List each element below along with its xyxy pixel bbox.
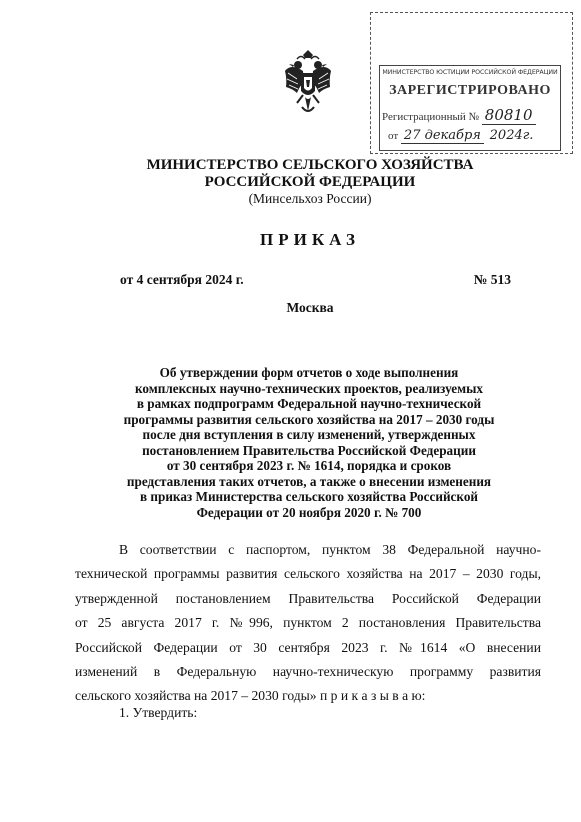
- body-paragraph: [75, 538, 541, 709]
- ministry-name-line2: РОССИЙСКОЙ ФЕДЕРАЦИИ: [204, 174, 416, 190]
- title-line: постановлением Правительства Российской Федерации: [142, 442, 476, 458]
- document-type-title: ПРИКАЗ: [260, 230, 360, 249]
- stamp-inner-frame: [379, 65, 561, 151]
- title-line: представления таких отчетов, а также о внесении изменения: [126, 473, 492, 489]
- city-name: Москва: [286, 300, 334, 315]
- registration-stamp: [370, 12, 573, 154]
- stamp-number-row: [382, 106, 536, 124]
- title-line: от 30 сентября 2023 г. № 1614, порядка и сроков: [166, 458, 452, 473]
- stamp-registered-label: ЗАРЕГИСТРИРОВАНО: [389, 83, 551, 98]
- stamp-organization: МИНИСТЕРСТВО ЮСТИЦИИ РОССИЙСКОЙ ФЕДЕРАЦИИ: [382, 69, 558, 76]
- coat-of-arms-emblem: [283, 49, 333, 119]
- body-line: изменений в Федеральную научно-техническую программу развития: [75, 664, 541, 680]
- stamp-date-label: от: [388, 130, 399, 142]
- stamp-reg-number: 80810: [482, 106, 536, 125]
- stamp-reg-label: Регистрационный №: [382, 111, 480, 123]
- title-line: Федерации от 20 ноября 2020 г. № 700: [196, 504, 422, 520]
- ministry-name-line1: МИНИСТЕРСТВО СЕЛЬСКОГО ХОЗЯЙСТВА: [146, 157, 474, 173]
- title-line: в рамках подпрограмм Федеральной научно-технической: [136, 396, 482, 411]
- body-line: технической программы развития сельского хозяйства на 2017 – 2030 годы,: [75, 566, 541, 582]
- stamp-date-row: [388, 128, 536, 143]
- body-line: Российской Федерации от 30 сентября 2023 г. №1614 «О внесении: [75, 639, 541, 655]
- stamp-year-handwritten: 2024г.: [489, 128, 534, 143]
- order-title: [118, 365, 500, 520]
- body-line: сельского хозяйства на 2017 – 2030 годы» п р и к а з ы в а ю:: [75, 688, 426, 704]
- stamp-date-handwritten: 27 декабря: [401, 128, 484, 144]
- title-line: Об утверждении форм отчетов о ходе выполнения: [159, 365, 459, 380]
- title-line: программы развития сельского хозяйства на 2017 – 2030 годы: [123, 411, 495, 427]
- ministry-short-name: (Минсельхоз России): [248, 191, 372, 206]
- body-line: от 25 августа 2017 г. №996, пунктом 2 постановления Правительства: [75, 615, 541, 631]
- title-line: после дня вступления в силу изменений, утвержденных: [142, 427, 476, 442]
- title-line: в приказ Министерства сельского хозяйства Российской: [139, 489, 479, 504]
- title-line: комплексных научно-технических проектов, реализуемых: [135, 380, 483, 396]
- item-1-approve: 1. Утвердить:: [119, 705, 198, 720]
- order-number: № 513: [473, 272, 511, 287]
- body-line: В соответствии с паспортом, пунктом 38 Федеральной научно-: [119, 542, 541, 557]
- order-date: от 4 сентября 2024 г.: [120, 272, 244, 287]
- body-line: утвержденной постановлением Правительства Российской Федерации: [75, 590, 541, 606]
